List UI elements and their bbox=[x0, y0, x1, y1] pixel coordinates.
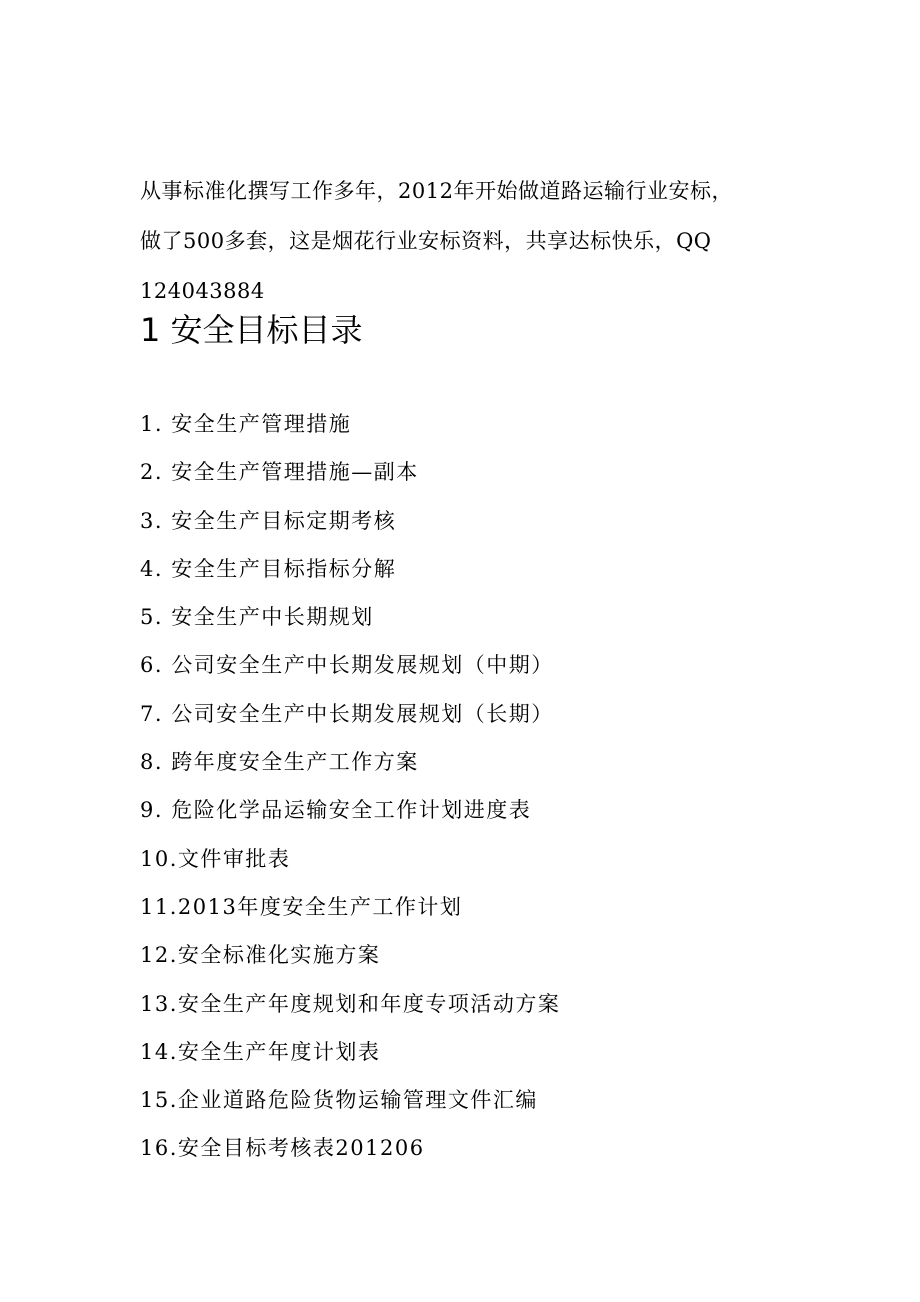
toc-item: 7. 公司安全生产中长期发展规划（长期） bbox=[140, 701, 554, 726]
intro-line: 从事标准化撰写工作多年，2012年开始做道路运输行业安标， bbox=[140, 179, 733, 203]
toc-item: 13.安全生产年度规划和年度专项活动方案 bbox=[140, 991, 561, 1016]
section-heading: 1 安全目标目录 bbox=[140, 311, 363, 349]
intro-paragraph bbox=[140, 166, 800, 316]
intro-line: 124043884 bbox=[140, 279, 265, 303]
toc-item: 9. 危险化学品运输安全工作计划进度表 bbox=[140, 798, 532, 823]
toc-list bbox=[140, 400, 560, 1173]
toc-item: 11.2013年度安全生产工作计划 bbox=[140, 894, 463, 919]
toc-item: 12.安全标准化实施方案 bbox=[140, 943, 381, 968]
toc-item: 2. 安全生产管理措施—副本 bbox=[140, 460, 419, 485]
toc-item: 16.安全目标考核表201206 bbox=[140, 1136, 425, 1161]
toc-item: 3. 安全生产目标定期考核 bbox=[140, 508, 397, 533]
toc-item: 15.企业道路危险货物运输管理文件汇编 bbox=[140, 1088, 538, 1113]
toc-item: 6. 公司安全生产中长期发展规划（中期） bbox=[140, 653, 554, 678]
toc-item: 4. 安全生产目标指标分解 bbox=[140, 556, 397, 581]
intro-line: 做了500多套，这是烟花行业安标资料，共享达标快乐，QQ bbox=[140, 229, 712, 253]
toc-item: 14.安全生产年度计划表 bbox=[140, 1039, 381, 1064]
toc-item: 8. 跨年度安全生产工作方案 bbox=[140, 750, 419, 775]
toc-item: 5. 安全生产中长期规划 bbox=[140, 605, 374, 630]
toc-item: 10.文件审批表 bbox=[140, 846, 291, 871]
toc-item: 1. 安全生产管理措施 bbox=[140, 412, 352, 436]
